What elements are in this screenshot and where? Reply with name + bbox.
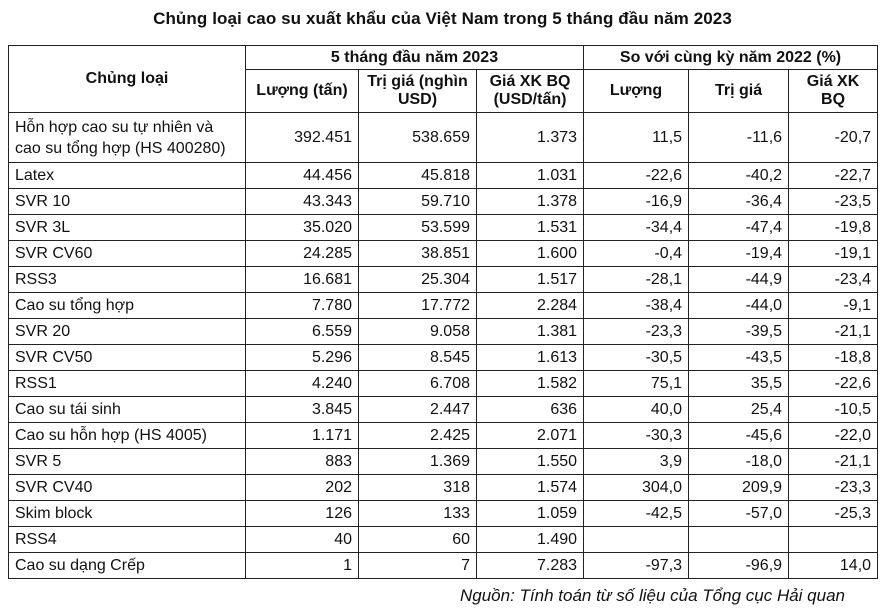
row-cmp-value: -19,4 bbox=[689, 241, 789, 267]
row-cmp-price bbox=[789, 527, 878, 553]
row-value: 25.304 bbox=[359, 267, 477, 293]
row-name: SVR CV60 bbox=[9, 241, 246, 267]
row-avg-price: 1.378 bbox=[477, 189, 584, 215]
row-avg-price: 1.613 bbox=[477, 345, 584, 371]
row-cmp-value bbox=[689, 527, 789, 553]
row-cmp-value: -43,5 bbox=[689, 345, 789, 371]
row-avg-price: 1.031 bbox=[477, 163, 584, 189]
row-cmp-value: -39,5 bbox=[689, 319, 789, 345]
row-value: 2.447 bbox=[359, 397, 477, 423]
row-name: Hỗn hợp cao su tự nhiên và cao su tổng hợp (HS 400280) bbox=[9, 113, 246, 163]
table-row bbox=[9, 397, 878, 423]
row-cmp-price: -23,3 bbox=[789, 475, 878, 501]
header-group-compare: So với cùng kỳ năm 2022 (%) bbox=[584, 46, 878, 70]
header-avg-price: Giá XK BQ (USD/tấn) bbox=[477, 70, 584, 113]
row-cmp-volume: -38,4 bbox=[584, 293, 689, 319]
row-cmp-price: -9,1 bbox=[789, 293, 878, 319]
row-volume: 7.780 bbox=[246, 293, 359, 319]
row-name: Skim block bbox=[9, 501, 246, 527]
table-row bbox=[9, 371, 878, 397]
header-cmp-price: Giá XK BQ bbox=[789, 70, 878, 113]
row-name: Latex bbox=[9, 163, 246, 189]
row-value: 133 bbox=[359, 501, 477, 527]
row-cmp-value: -11,6 bbox=[689, 113, 789, 163]
header-value: Trị giá (nghìn USD) bbox=[359, 70, 477, 113]
row-volume: 16.681 bbox=[246, 267, 359, 293]
row-volume: 40 bbox=[246, 527, 359, 553]
header-group-2023: 5 tháng đầu năm 2023 bbox=[246, 46, 584, 70]
row-value: 17.772 bbox=[359, 293, 477, 319]
row-value: 1.369 bbox=[359, 449, 477, 475]
row-volume: 1.171 bbox=[246, 423, 359, 449]
row-name: SVR CV50 bbox=[9, 345, 246, 371]
row-cmp-price: -20,7 bbox=[789, 113, 878, 163]
table-row bbox=[9, 319, 878, 345]
row-cmp-value: 25,4 bbox=[689, 397, 789, 423]
row-cmp-volume: -28,1 bbox=[584, 267, 689, 293]
row-avg-price: 1.550 bbox=[477, 449, 584, 475]
row-volume: 883 bbox=[246, 449, 359, 475]
row-cmp-value: 35,5 bbox=[689, 371, 789, 397]
row-volume: 202 bbox=[246, 475, 359, 501]
row-avg-price: 1.582 bbox=[477, 371, 584, 397]
row-cmp-value: -44,9 bbox=[689, 267, 789, 293]
row-cmp-price: -10,5 bbox=[789, 397, 878, 423]
row-name: Cao su hỗn hợp (HS 4005) bbox=[9, 423, 246, 449]
table-row bbox=[9, 345, 878, 371]
row-volume: 24.285 bbox=[246, 241, 359, 267]
row-value: 60 bbox=[359, 527, 477, 553]
row-cmp-price: -19,8 bbox=[789, 215, 878, 241]
row-avg-price: 1.574 bbox=[477, 475, 584, 501]
row-value: 9.058 bbox=[359, 319, 477, 345]
table-row bbox=[9, 163, 878, 189]
header-cmp-value: Trị giá bbox=[689, 70, 789, 113]
row-name: Cao su dạng Crếp bbox=[9, 553, 246, 579]
row-cmp-volume: -42,5 bbox=[584, 501, 689, 527]
header-cmp-volume: Lượng bbox=[584, 70, 689, 113]
row-cmp-price: -25,3 bbox=[789, 501, 878, 527]
table-row bbox=[9, 293, 878, 319]
row-cmp-value: -45,6 bbox=[689, 423, 789, 449]
row-cmp-volume: 3,9 bbox=[584, 449, 689, 475]
row-cmp-value: -96,9 bbox=[689, 553, 789, 579]
table-row bbox=[9, 475, 878, 501]
row-cmp-price: -22,6 bbox=[789, 371, 878, 397]
row-name: RSS1 bbox=[9, 371, 246, 397]
row-cmp-price: -23,5 bbox=[789, 189, 878, 215]
row-volume: 35.020 bbox=[246, 215, 359, 241]
table-row bbox=[9, 527, 878, 553]
row-cmp-value: 209,9 bbox=[689, 475, 789, 501]
row-volume: 1 bbox=[246, 553, 359, 579]
row-volume: 126 bbox=[246, 501, 359, 527]
table-row bbox=[9, 267, 878, 293]
row-cmp-price: -22,7 bbox=[789, 163, 878, 189]
row-name: SVR 3L bbox=[9, 215, 246, 241]
row-cmp-volume: -16,9 bbox=[584, 189, 689, 215]
row-cmp-value: -47,4 bbox=[689, 215, 789, 241]
row-name: RSS3 bbox=[9, 267, 246, 293]
table-row bbox=[9, 553, 878, 579]
row-avg-price: 1.373 bbox=[477, 113, 584, 163]
row-volume: 43.343 bbox=[246, 189, 359, 215]
row-cmp-value: -57,0 bbox=[689, 501, 789, 527]
row-value: 7 bbox=[359, 553, 477, 579]
row-value: 53.599 bbox=[359, 215, 477, 241]
table-row bbox=[9, 241, 878, 267]
row-cmp-price: -21,1 bbox=[789, 449, 878, 475]
source-note: Nguồn: Tính toán từ số liệu của Tổng cục Hải quan bbox=[459, 586, 845, 605]
row-value: 59.710 bbox=[359, 189, 477, 215]
row-cmp-price: -23,4 bbox=[789, 267, 878, 293]
row-avg-price: 1.059 bbox=[477, 501, 584, 527]
row-name: SVR CV40 bbox=[9, 475, 246, 501]
row-cmp-value: -18,0 bbox=[689, 449, 789, 475]
row-volume: 392.451 bbox=[246, 113, 359, 163]
row-value: 318 bbox=[359, 475, 477, 501]
row-volume: 3.845 bbox=[246, 397, 359, 423]
row-avg-price: 636 bbox=[477, 397, 584, 423]
row-name: SVR 5 bbox=[9, 449, 246, 475]
row-volume: 4.240 bbox=[246, 371, 359, 397]
row-avg-price: 1.600 bbox=[477, 241, 584, 267]
row-cmp-price: -19,1 bbox=[789, 241, 878, 267]
row-avg-price: 2.284 bbox=[477, 293, 584, 319]
row-value: 38.851 bbox=[359, 241, 477, 267]
row-cmp-value: -44,0 bbox=[689, 293, 789, 319]
row-cmp-volume: -23,3 bbox=[584, 319, 689, 345]
header-category: Chủng loại bbox=[9, 46, 246, 113]
table-row bbox=[9, 449, 878, 475]
row-cmp-price: -21,1 bbox=[789, 319, 878, 345]
row-cmp-value: -36,4 bbox=[689, 189, 789, 215]
row-cmp-volume: -22,6 bbox=[584, 163, 689, 189]
row-volume: 44.456 bbox=[246, 163, 359, 189]
row-avg-price: 1.381 bbox=[477, 319, 584, 345]
row-name: RSS4 bbox=[9, 527, 246, 553]
row-avg-price: 7.283 bbox=[477, 553, 584, 579]
row-cmp-volume: 75,1 bbox=[584, 371, 689, 397]
table-row bbox=[9, 113, 878, 163]
row-cmp-price: -18,8 bbox=[789, 345, 878, 371]
row-cmp-price: -22,0 bbox=[789, 423, 878, 449]
row-avg-price: 2.071 bbox=[477, 423, 584, 449]
table-row bbox=[9, 423, 878, 449]
row-name: SVR 10 bbox=[9, 189, 246, 215]
row-name: Cao su tái sinh bbox=[9, 397, 246, 423]
row-value: 538.659 bbox=[359, 113, 477, 163]
row-cmp-volume: -0,4 bbox=[584, 241, 689, 267]
row-cmp-volume: 304,0 bbox=[584, 475, 689, 501]
table-title: Chủng loại cao su xuất khẩu của Việt Nam trong 5 tháng đầu năm 2023 bbox=[153, 9, 732, 28]
row-volume: 6.559 bbox=[246, 319, 359, 345]
row-name: Cao su tổng hợp bbox=[9, 293, 246, 319]
table-row bbox=[9, 189, 878, 215]
table-header bbox=[9, 46, 878, 113]
rubber-export-table bbox=[8, 45, 878, 579]
row-cmp-volume: 11,5 bbox=[584, 113, 689, 163]
header-volume: Lượng (tấn) bbox=[246, 70, 359, 113]
row-cmp-volume: -30,5 bbox=[584, 345, 689, 371]
row-cmp-volume bbox=[584, 527, 689, 553]
row-name: SVR 20 bbox=[9, 319, 246, 345]
row-cmp-volume: 40,0 bbox=[584, 397, 689, 423]
row-cmp-volume: -34,4 bbox=[584, 215, 689, 241]
row-avg-price: 1.531 bbox=[477, 215, 584, 241]
row-volume: 5.296 bbox=[246, 345, 359, 371]
table-body bbox=[9, 113, 878, 579]
row-avg-price: 1.490 bbox=[477, 527, 584, 553]
row-value: 8.545 bbox=[359, 345, 477, 371]
row-value: 6.708 bbox=[359, 371, 477, 397]
row-cmp-volume: -97,3 bbox=[584, 553, 689, 579]
row-avg-price: 1.517 bbox=[477, 267, 584, 293]
row-value: 45.818 bbox=[359, 163, 477, 189]
row-value: 2.425 bbox=[359, 423, 477, 449]
row-cmp-volume: -30,3 bbox=[584, 423, 689, 449]
table-row bbox=[9, 215, 878, 241]
table-row bbox=[9, 501, 878, 527]
row-cmp-value: -40,2 bbox=[689, 163, 789, 189]
row-cmp-price: 14,0 bbox=[789, 553, 878, 579]
